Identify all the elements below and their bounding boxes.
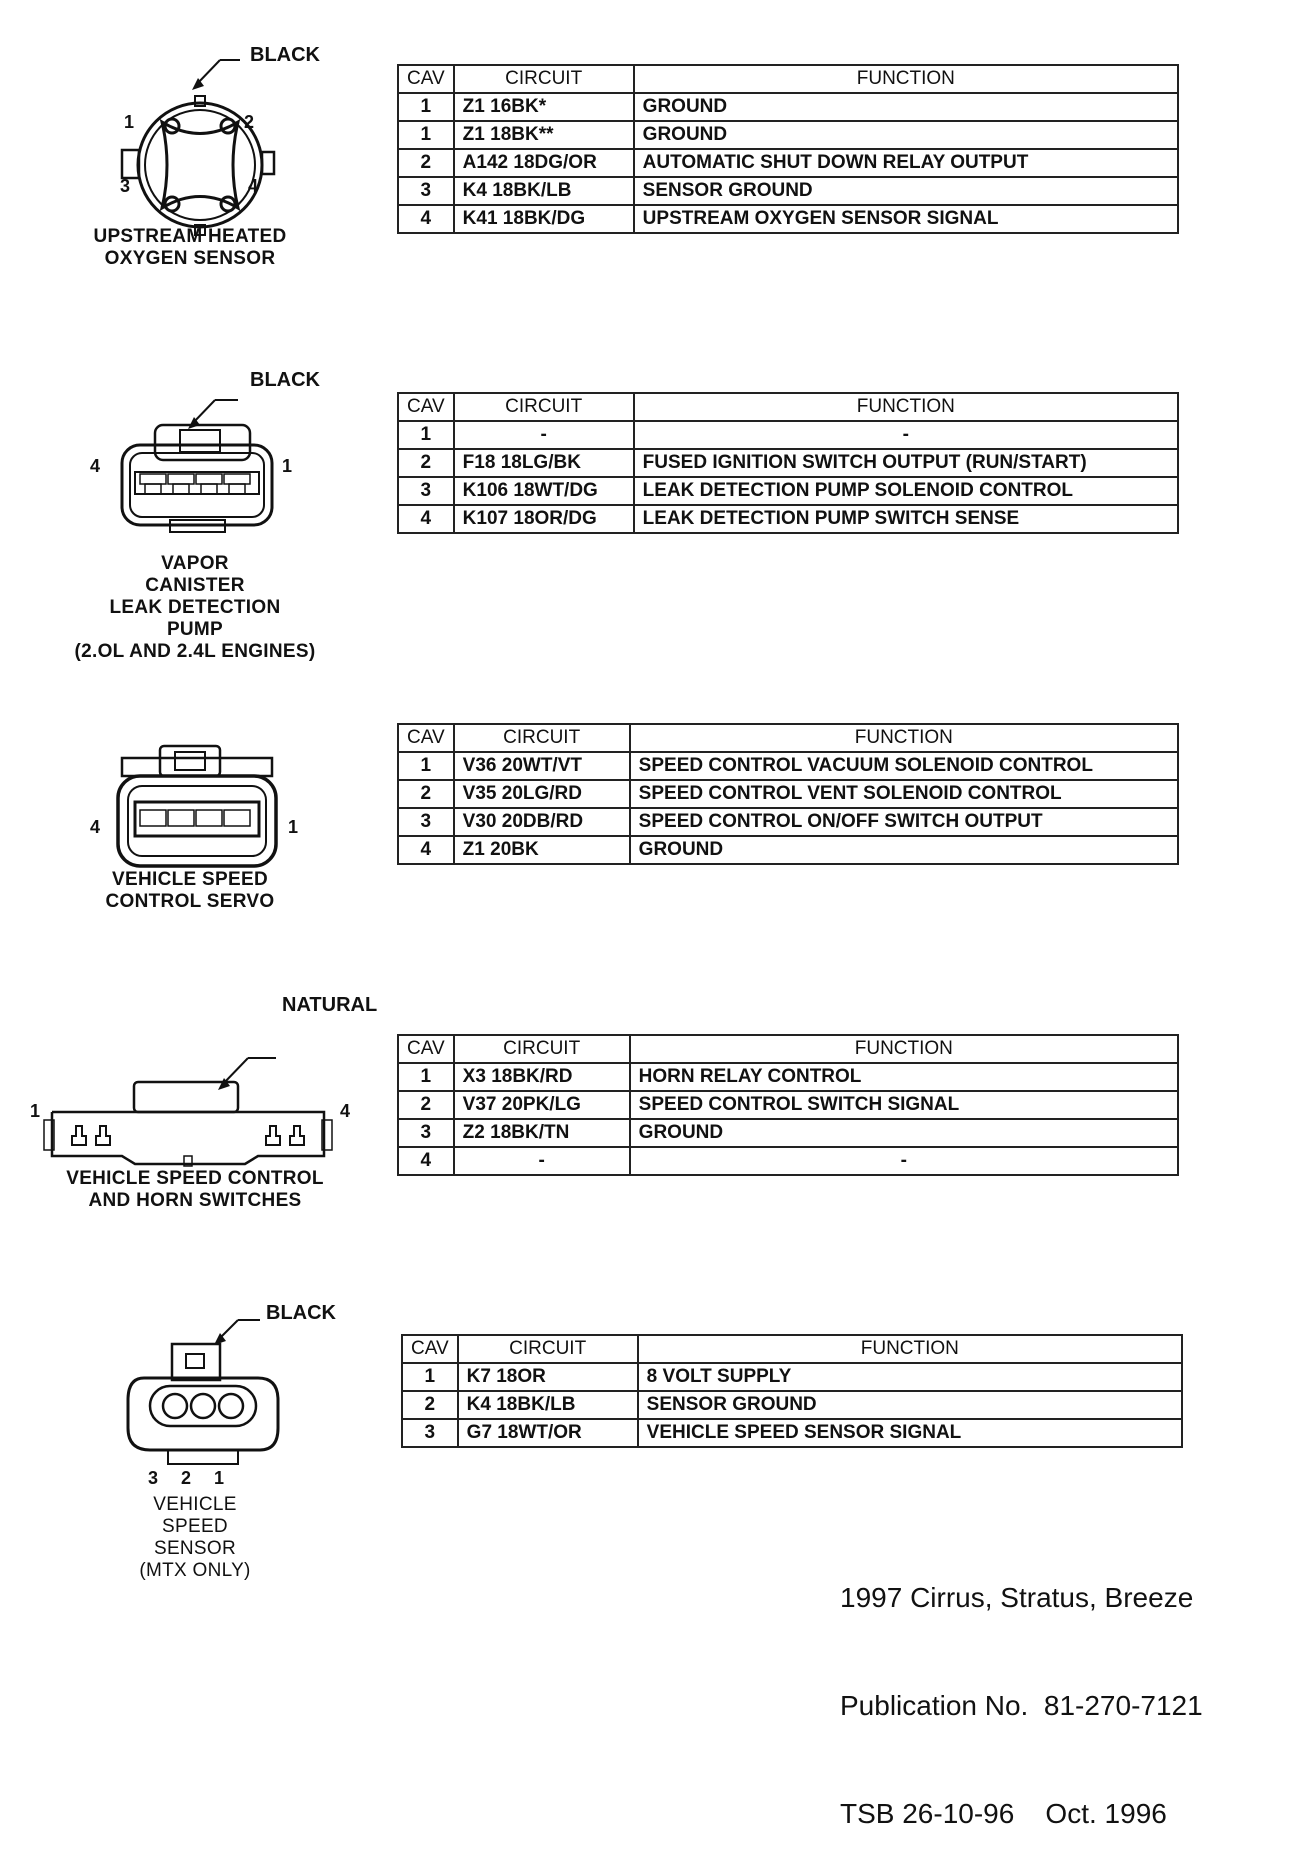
cell-circuit: K107 18OR/DG xyxy=(454,505,634,533)
cell-cav: 1 xyxy=(398,752,454,780)
cell-cav: 4 xyxy=(398,836,454,864)
cell-circuit: Z1 16BK* xyxy=(454,93,634,121)
cell-function: SENSOR GROUND xyxy=(634,177,1178,205)
cell-circuit: G7 18WT/OR xyxy=(458,1419,638,1447)
cell-circuit: K4 18BK/LB xyxy=(454,177,634,205)
speed-sensor-connector-diagram xyxy=(110,1300,310,1480)
cell-cav: 1 xyxy=(398,121,454,149)
cell-cav: 1 xyxy=(398,1063,454,1091)
pin-number: 4 xyxy=(340,1101,351,1121)
header-cav: CAV xyxy=(398,393,454,421)
cell-cav: 4 xyxy=(398,205,454,233)
cell-cav: 1 xyxy=(398,421,454,449)
header-cav: CAV xyxy=(402,1335,458,1363)
cell-circuit: K106 18WT/DG xyxy=(454,477,634,505)
pinout-table-speed-control-servo xyxy=(397,723,1179,865)
cell-cav: 3 xyxy=(398,177,454,205)
table-row xyxy=(398,1063,1178,1091)
cell-function: GROUND xyxy=(630,836,1178,864)
cell-cav: 3 xyxy=(398,808,454,836)
pinout-table-oxygen-sensor xyxy=(397,64,1179,234)
cell-cav: 2 xyxy=(398,1091,454,1119)
header-function: FUNCTION xyxy=(630,724,1178,752)
pin-number: 4 xyxy=(90,817,101,837)
header-cav: CAV xyxy=(398,1035,454,1063)
header-function: FUNCTION xyxy=(638,1335,1182,1363)
table-row xyxy=(398,1091,1178,1119)
cell-circuit: V35 20LG/RD xyxy=(454,780,630,808)
cell-function: FUSED IGNITION SWITCH OUTPUT (RUN/START) xyxy=(634,449,1178,477)
table-row xyxy=(398,836,1178,864)
pin-number: 4 xyxy=(90,456,101,476)
cell-circuit: - xyxy=(454,1147,630,1175)
pin-number: 1 xyxy=(288,817,299,837)
cell-function: AUTOMATIC SHUT DOWN RELAY OUTPUT xyxy=(634,149,1178,177)
connector-color-label: BLACK xyxy=(250,369,320,391)
connector-color-label: BLACK xyxy=(250,44,320,66)
cell-circuit: V30 20DB/RD xyxy=(454,808,630,836)
header-circuit: CIRCUIT xyxy=(458,1335,638,1363)
connector-color-label: BLACK xyxy=(266,1302,336,1324)
cell-function: LEAK DETECTION PUMP SOLENOID CONTROL xyxy=(634,477,1178,505)
cell-cav: 1 xyxy=(402,1363,458,1391)
connector-caption: VEHICLE SPEED CONTROL SERVO xyxy=(105,869,275,912)
header-cav: CAV xyxy=(398,724,454,752)
footer-title: 1997 Cirrus, Stratus, Breeze xyxy=(840,1582,1194,1613)
pin-number: 1 xyxy=(124,112,135,132)
cell-function: SPEED CONTROL VACUUM SOLENOID CONTROL xyxy=(630,752,1178,780)
pin-number: 2 xyxy=(244,112,255,132)
pin-number: 1 xyxy=(214,1468,225,1488)
connector-caption: UPSTREAM HEATED OXYGEN SENSOR xyxy=(93,226,287,269)
cell-cav: 1 xyxy=(398,93,454,121)
connector-color-label: NATURAL xyxy=(282,994,378,1016)
pin-number: 1 xyxy=(30,1101,41,1121)
header-cav: CAV xyxy=(398,65,454,93)
cell-circuit: V36 20WT/VT xyxy=(454,752,630,780)
table-row xyxy=(398,205,1178,233)
pin-number: 4 xyxy=(248,176,259,196)
connector-caption: VEHICLE SPEED SENSOR (MTX ONLY) xyxy=(139,1494,251,1581)
cell-circuit: K41 18BK/DG xyxy=(454,205,634,233)
speed-control-servo-connector-diagram xyxy=(100,740,380,880)
cell-cav: 2 xyxy=(402,1391,458,1419)
pin-number: 3 xyxy=(148,1468,159,1488)
cell-cav: 4 xyxy=(398,505,454,533)
cell-function: 8 VOLT SUPPLY xyxy=(638,1363,1182,1391)
table-row xyxy=(398,505,1178,533)
cell-function: LEAK DETECTION PUMP SWITCH SENSE xyxy=(634,505,1178,533)
table-row xyxy=(398,93,1178,121)
cell-function: SPEED CONTROL ON/OFF SWITCH OUTPUT xyxy=(630,808,1178,836)
cell-circuit: Z2 18BK/TN xyxy=(454,1119,630,1147)
header-circuit: CIRCUIT xyxy=(454,1035,630,1063)
cell-cav: 2 xyxy=(398,149,454,177)
table-row xyxy=(398,421,1178,449)
publication-footer xyxy=(840,1508,1203,1868)
footer-tsb-date: TSB 26-10-96 Oct. 1996 xyxy=(840,1798,1167,1829)
pin-number: 3 xyxy=(120,176,131,196)
header-function: FUNCTION xyxy=(634,65,1178,93)
table-row xyxy=(398,752,1178,780)
table-row xyxy=(398,780,1178,808)
cell-circuit: V37 20PK/LG xyxy=(454,1091,630,1119)
table-row xyxy=(402,1419,1182,1447)
cell-circuit: - xyxy=(454,421,634,449)
cell-function: GROUND xyxy=(634,121,1178,149)
table-row xyxy=(398,477,1178,505)
cell-cav: 3 xyxy=(398,477,454,505)
cell-function: HORN RELAY CONTROL xyxy=(630,1063,1178,1091)
cell-circuit: K7 18OR xyxy=(458,1363,638,1391)
pinout-table-horn-switches xyxy=(397,1034,1179,1176)
cell-function: SPEED CONTROL SWITCH SIGNAL xyxy=(630,1091,1178,1119)
cell-function: - xyxy=(630,1147,1178,1175)
pin-number: 2 xyxy=(181,1468,192,1488)
cell-function: VEHICLE SPEED SENSOR SIGNAL xyxy=(638,1419,1182,1447)
header-function: FUNCTION xyxy=(630,1035,1178,1063)
table-row xyxy=(398,1119,1178,1147)
header-circuit: CIRCUIT xyxy=(454,65,634,93)
pinout-table-leak-detection-pump xyxy=(397,392,1179,534)
table-row xyxy=(398,121,1178,149)
table-row xyxy=(398,149,1178,177)
cell-circuit: K4 18BK/LB xyxy=(458,1391,638,1419)
cell-cav: 3 xyxy=(402,1419,458,1447)
cell-circuit: F18 18LG/BK xyxy=(454,449,634,477)
cell-function: UPSTREAM OXYGEN SENSOR SIGNAL xyxy=(634,205,1178,233)
cell-circuit: Z1 20BK xyxy=(454,836,630,864)
cell-function: SPEED CONTROL VENT SOLENOID CONTROL xyxy=(630,780,1178,808)
pin-number: 1 xyxy=(282,456,293,476)
connector-caption: VEHICLE SPEED CONTROL AND HORN SWITCHES xyxy=(66,1168,324,1211)
cell-function: GROUND xyxy=(634,93,1178,121)
cell-cav: 3 xyxy=(398,1119,454,1147)
cell-circuit: A142 18DG/OR xyxy=(454,149,634,177)
table-row xyxy=(398,808,1178,836)
leak-detection-pump-connector-diagram xyxy=(100,380,380,560)
cell-cav: 4 xyxy=(398,1147,454,1175)
horn-switches-connector-diagram xyxy=(40,1040,370,1170)
table-row xyxy=(398,449,1178,477)
header-circuit: CIRCUIT xyxy=(454,393,634,421)
table-row xyxy=(402,1363,1182,1391)
cell-cav: 2 xyxy=(398,780,454,808)
cell-function: GROUND xyxy=(630,1119,1178,1147)
cell-function: SENSOR GROUND xyxy=(638,1391,1182,1419)
pinout-table-speed-sensor xyxy=(401,1334,1183,1448)
table-row xyxy=(398,177,1178,205)
cell-function: - xyxy=(634,421,1178,449)
cell-cav: 2 xyxy=(398,449,454,477)
footer-publication-number: Publication No. 81-270-7121 xyxy=(840,1690,1203,1721)
cell-circuit: X3 18BK/RD xyxy=(454,1063,630,1091)
connector-caption: VAPOR CANISTER LEAK DETECTION PUMP (2.OL AND 2.4L ENGINES) xyxy=(74,553,316,662)
table-row xyxy=(398,1147,1178,1175)
table-row xyxy=(402,1391,1182,1419)
cell-circuit: Z1 18BK** xyxy=(454,121,634,149)
header-function: FUNCTION xyxy=(634,393,1178,421)
header-circuit: CIRCUIT xyxy=(454,724,630,752)
